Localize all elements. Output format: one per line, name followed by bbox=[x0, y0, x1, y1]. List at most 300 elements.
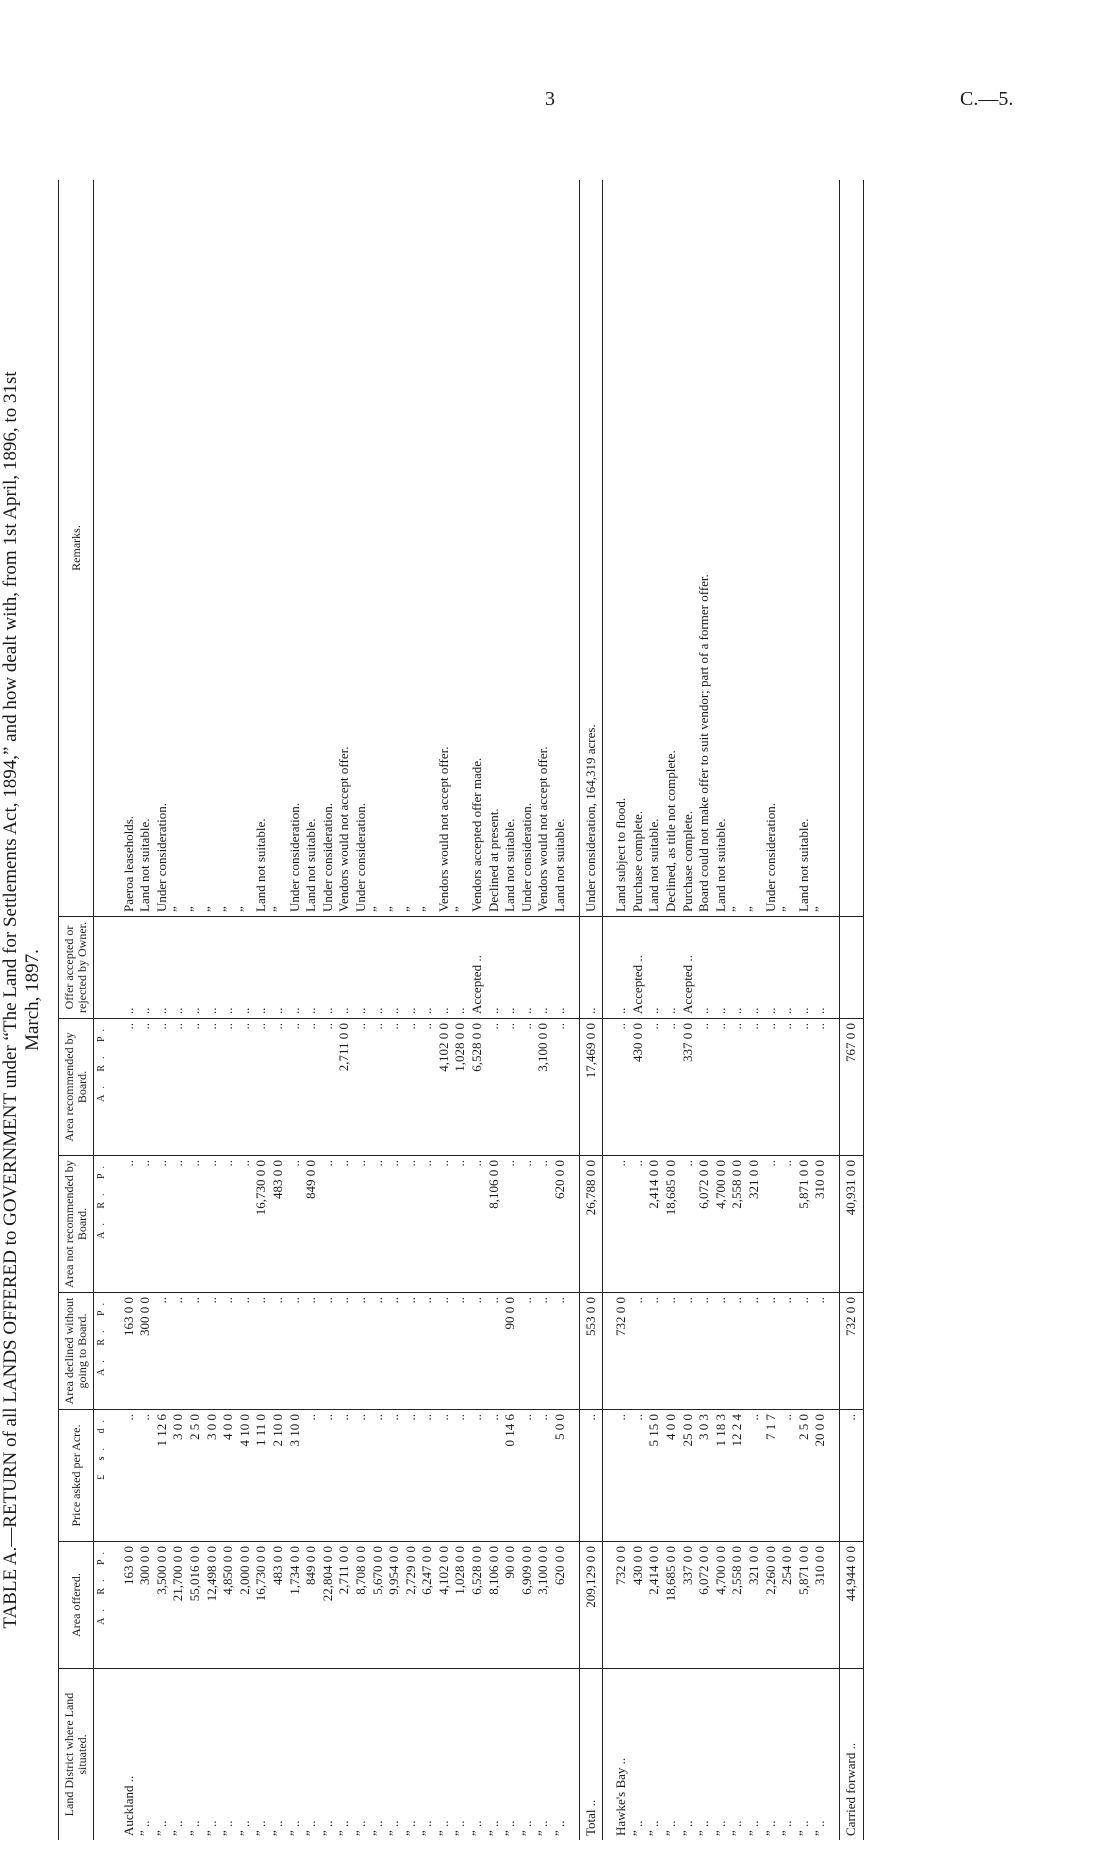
cell-offered: 18,685 0 0 bbox=[663, 1542, 680, 1669]
cell-offer: .. bbox=[419, 917, 436, 1019]
cell-offered: 8,708 0 0 bbox=[353, 1542, 370, 1669]
cell-notrec: .. bbox=[469, 1156, 486, 1293]
cell-offer: Accepted .. bbox=[630, 917, 647, 1019]
cell-offered: 430 0 0 bbox=[630, 1542, 647, 1669]
cell-price: .. bbox=[137, 1410, 154, 1542]
cell-remarks: Declined, as title not complete. bbox=[663, 180, 680, 917]
cell-notrec: 6,072 0 0 bbox=[696, 1156, 713, 1293]
cell-notrec: .. bbox=[353, 1156, 370, 1293]
cell-price: .. bbox=[630, 1410, 647, 1542]
cell-district: ” .. bbox=[485, 1820, 501, 1836]
cell-remarks: ” bbox=[812, 180, 829, 917]
cell-remarks: ” bbox=[204, 180, 221, 917]
table-row bbox=[303, 180, 320, 1840]
cell-offer: .. bbox=[137, 917, 154, 1019]
cell-offered: 1,028 0 0 bbox=[452, 1542, 469, 1669]
cell-district: ” .. bbox=[712, 1820, 728, 1836]
cell-declined: .. bbox=[729, 1293, 746, 1410]
cell-offer: .. bbox=[436, 917, 453, 1019]
cell-rec: 2,711 0 0 bbox=[336, 1019, 353, 1156]
cell-district: ” .. bbox=[729, 1820, 745, 1836]
table-row bbox=[486, 180, 503, 1840]
cell-district: ” .. bbox=[812, 1820, 828, 1836]
cell-remarks: ” bbox=[403, 180, 420, 917]
cell-district: ” .. bbox=[369, 1820, 385, 1836]
cell-offer: .. bbox=[579, 917, 603, 1019]
paper-reference: C.—5. bbox=[960, 88, 1014, 110]
cell-district: ” .. bbox=[137, 1820, 153, 1836]
cell-district: ” .. bbox=[269, 1820, 285, 1836]
cell-offer: Accepted .. bbox=[680, 917, 697, 1019]
cell-rec: .. bbox=[613, 1019, 630, 1156]
carried-forward-row bbox=[839, 180, 863, 1840]
cell-remarks: ” bbox=[370, 180, 387, 917]
cell-rec: 767 0 0 bbox=[839, 1019, 863, 1156]
cell-rec: .. bbox=[303, 1019, 320, 1156]
cell-offered: 4,850 0 0 bbox=[220, 1542, 237, 1669]
cell-offered: 2,000 0 0 bbox=[237, 1542, 254, 1669]
cell-district: Auckland .. bbox=[120, 1775, 136, 1836]
cell-price: .. bbox=[320, 1410, 337, 1542]
cell-notrec: .. bbox=[779, 1156, 796, 1293]
col-not-recommended: Area not recommended by Board. bbox=[59, 1156, 94, 1293]
cell-notrec: .. bbox=[137, 1156, 154, 1293]
cell-offered: 1,734 0 0 bbox=[287, 1542, 304, 1669]
unit-area: A. R. P. bbox=[94, 1019, 111, 1156]
cell-remarks: ” bbox=[220, 180, 237, 917]
cell-offered: 337 0 0 bbox=[680, 1542, 697, 1669]
cell-offered: 163 0 0 bbox=[121, 1542, 138, 1669]
cell-rec: .. bbox=[220, 1019, 237, 1156]
cell-offered: 300 0 0 bbox=[137, 1542, 154, 1669]
cell-price: .. bbox=[452, 1410, 469, 1542]
cell-notrec: .. bbox=[436, 1156, 453, 1293]
page-number: 3 bbox=[545, 88, 555, 110]
cell-price: 3 0 0 bbox=[204, 1410, 221, 1542]
cell-remarks: ” bbox=[419, 180, 436, 917]
cell-offered: 5,670 0 0 bbox=[370, 1542, 387, 1669]
cell-district: ” .. bbox=[452, 1820, 468, 1836]
cell-declined: 300 0 0 bbox=[137, 1293, 154, 1410]
cell-offered: 6,247 0 0 bbox=[419, 1542, 436, 1669]
cell-remarks: ” bbox=[237, 180, 254, 917]
cell-declined: .. bbox=[779, 1293, 796, 1410]
cell-rec: .. bbox=[253, 1019, 270, 1156]
cell-declined: .. bbox=[386, 1293, 403, 1410]
cell-notrec: .. bbox=[154, 1156, 171, 1293]
cell-offer: .. bbox=[270, 917, 287, 1019]
cell-offered: 21,700 0 0 bbox=[170, 1542, 187, 1669]
cell-district: ” .. bbox=[535, 1820, 551, 1836]
cell-district: ” .. bbox=[646, 1820, 662, 1836]
cell-notrec: 8,106 0 0 bbox=[486, 1156, 503, 1293]
cell-offered: 483 0 0 bbox=[270, 1542, 287, 1669]
table-title bbox=[0, 150, 44, 1850]
cell-district: ” .. bbox=[319, 1820, 335, 1836]
cell-offer: .. bbox=[204, 917, 221, 1019]
cell-rec: .. bbox=[552, 1019, 569, 1156]
table-row bbox=[137, 180, 154, 1840]
cell-district: ” .. bbox=[220, 1820, 236, 1836]
cell-declined: .. bbox=[469, 1293, 486, 1410]
cell-notrec: .. bbox=[287, 1156, 304, 1293]
cell-declined: .. bbox=[237, 1293, 254, 1410]
cell-remarks: Land not suitable. bbox=[253, 180, 270, 917]
cell-district: ” .. bbox=[469, 1820, 485, 1836]
cell-price: .. bbox=[121, 1410, 138, 1542]
cell-offer: .. bbox=[170, 917, 187, 1019]
table-row bbox=[613, 180, 630, 1840]
cell-rec: .. bbox=[746, 1019, 763, 1156]
cell-notrec: 849 0 0 bbox=[303, 1156, 320, 1293]
cell-offered: 2,414 0 0 bbox=[646, 1542, 663, 1669]
cell-rec: .. bbox=[137, 1019, 154, 1156]
cell-offered: 2,260 0 0 bbox=[763, 1542, 780, 1669]
cell-offered: 90 0 0 bbox=[502, 1542, 519, 1669]
cell-price: 25 0 0 bbox=[680, 1410, 697, 1542]
cell-offer: .. bbox=[613, 917, 630, 1019]
table-row bbox=[386, 180, 403, 1840]
cell-offer: .. bbox=[336, 917, 353, 1019]
cell-remarks: Under consideration. bbox=[320, 180, 337, 917]
col-declined: Area declined without going to Board. bbox=[59, 1293, 94, 1410]
cell-rec: .. bbox=[729, 1019, 746, 1156]
cell-district: ” .. bbox=[745, 1820, 761, 1836]
cell-notrec: 321 0 0 bbox=[746, 1156, 763, 1293]
cell-remarks: ” bbox=[170, 180, 187, 917]
cell-notrec: .. bbox=[502, 1156, 519, 1293]
cell-remarks: Vendors would not accept offer. bbox=[336, 180, 353, 917]
cell-price: .. bbox=[519, 1410, 536, 1542]
cell-rec: .. bbox=[237, 1019, 254, 1156]
cell-notrec: .. bbox=[121, 1156, 138, 1293]
cell-offer bbox=[839, 917, 863, 1019]
table-row bbox=[796, 180, 813, 1840]
table-title-line2: March, 1897. bbox=[22, 949, 43, 1051]
cell-declined: .. bbox=[287, 1293, 304, 1410]
cell-declined: .. bbox=[680, 1293, 697, 1410]
col-recommended: Area recommended by Board. bbox=[59, 1019, 94, 1156]
cell-declined: .. bbox=[486, 1293, 503, 1410]
cell-price: 4 0 0 bbox=[663, 1410, 680, 1542]
cell-district: ” .. bbox=[402, 1820, 418, 1836]
cell-offered: 2,729 0 0 bbox=[403, 1542, 420, 1669]
cell-rec: .. bbox=[763, 1019, 780, 1156]
cell-price: 12 2 4 bbox=[729, 1410, 746, 1542]
table-row bbox=[552, 180, 569, 1840]
cell-remarks: ” bbox=[779, 180, 796, 917]
cell-remarks: Under consideration. bbox=[287, 180, 304, 917]
table-row bbox=[287, 180, 304, 1840]
cell-offer: .. bbox=[253, 917, 270, 1019]
cell-notrec: .. bbox=[680, 1156, 697, 1293]
cell-district: ” .. bbox=[170, 1820, 186, 1836]
cell-price: 5 0 0 bbox=[552, 1410, 569, 1542]
cell-declined: .. bbox=[419, 1293, 436, 1410]
cell-notrec: 483 0 0 bbox=[270, 1156, 287, 1293]
cell-rec: 4,102 0 0 bbox=[436, 1019, 453, 1156]
cell-remarks: ” bbox=[452, 180, 469, 917]
cell-rec: 337 0 0 bbox=[680, 1019, 697, 1156]
cell-offer: .. bbox=[403, 917, 420, 1019]
table-row bbox=[763, 180, 780, 1840]
cell-declined: .. bbox=[535, 1293, 552, 1410]
cell-remarks: Declined at present. bbox=[486, 180, 503, 917]
col-district: Land District where Land situated. bbox=[59, 1669, 94, 1841]
cell-declined: 553 0 0 bbox=[579, 1293, 603, 1410]
table-row bbox=[729, 180, 746, 1840]
cell-declined: .. bbox=[452, 1293, 469, 1410]
cell-remarks: Under consideration. bbox=[519, 180, 536, 917]
cell-offer: .. bbox=[353, 917, 370, 1019]
cell-offered: 3,100 0 0 bbox=[535, 1542, 552, 1669]
cell-rec: 3,100 0 0 bbox=[535, 1019, 552, 1156]
cell-offered: 44,944 0 0 bbox=[839, 1542, 863, 1669]
cell-offer: .. bbox=[187, 917, 204, 1019]
cell-offered: 3,500 0 0 bbox=[154, 1542, 171, 1669]
cell-offered: 55,016 0 0 bbox=[187, 1542, 204, 1669]
table-row bbox=[630, 180, 647, 1840]
cell-price: .. bbox=[779, 1410, 796, 1542]
cell-declined: 90 0 0 bbox=[502, 1293, 519, 1410]
cell-notrec: 310 0 0 bbox=[812, 1156, 829, 1293]
table-row bbox=[403, 180, 420, 1840]
cell-price: 1 11 0 bbox=[253, 1410, 270, 1542]
cell-district: ” .. bbox=[236, 1820, 252, 1836]
table-row bbox=[419, 180, 436, 1840]
cell-remarks: ” bbox=[746, 180, 763, 917]
table-row bbox=[320, 180, 337, 1840]
table-row bbox=[469, 180, 486, 1840]
cell-district: ” .. bbox=[663, 1820, 678, 1836]
cell-district: ” .. bbox=[629, 1820, 645, 1836]
cell-offered: 620 0 0 bbox=[552, 1542, 569, 1669]
cell-notrec: .. bbox=[170, 1156, 187, 1293]
cell-offer: .. bbox=[763, 917, 780, 1019]
cell-price: 3 0 3 bbox=[696, 1410, 713, 1542]
cell-notrec: .. bbox=[763, 1156, 780, 1293]
cell-declined: .. bbox=[403, 1293, 420, 1410]
cell-offered: 16,730 0 0 bbox=[253, 1542, 270, 1669]
spacer-row bbox=[569, 180, 580, 1840]
cell-rec: .. bbox=[713, 1019, 730, 1156]
rotated-table-page bbox=[0, 150, 930, 1850]
cell-rec: .. bbox=[353, 1019, 370, 1156]
cell-district: Hawke's Bay .. bbox=[613, 1757, 629, 1836]
cell-district: ” .. bbox=[502, 1820, 518, 1836]
cell-offer: .. bbox=[552, 917, 569, 1019]
cell-price: 20 0 0 bbox=[812, 1410, 829, 1542]
cell-price: 1 12 6 bbox=[154, 1410, 171, 1542]
cell-offer: .. bbox=[796, 917, 813, 1019]
cell-remarks: Land not suitable. bbox=[646, 180, 663, 917]
cell-declined: .. bbox=[663, 1293, 680, 1410]
cell-price: 0 14 6 bbox=[502, 1410, 519, 1542]
cell-declined: .. bbox=[170, 1293, 187, 1410]
cell-offered: 209,129 0 0 bbox=[579, 1542, 603, 1669]
cell-offered: 254 0 0 bbox=[779, 1542, 796, 1669]
cell-remarks: ” bbox=[187, 180, 204, 917]
cell-declined: .. bbox=[812, 1293, 829, 1410]
cell-price: .. bbox=[386, 1410, 403, 1542]
unit-area: A. R. P. bbox=[94, 1293, 111, 1410]
cell-offer: .. bbox=[535, 917, 552, 1019]
cell-notrec: 26,788 0 0 bbox=[579, 1156, 603, 1293]
cell-notrec: .. bbox=[535, 1156, 552, 1293]
cell-notrec: 2,558 0 0 bbox=[729, 1156, 746, 1293]
cell-district: ” .. bbox=[203, 1820, 219, 1836]
cell-declined: .. bbox=[187, 1293, 204, 1410]
cell-remarks: Vendors accepted offer made. bbox=[469, 180, 486, 917]
cell-offered: 321 0 0 bbox=[746, 1542, 763, 1669]
cell-rec: .. bbox=[486, 1019, 503, 1156]
cell-declined: .. bbox=[630, 1293, 647, 1410]
cell-rec: .. bbox=[519, 1019, 536, 1156]
cell-district: ” .. bbox=[186, 1820, 202, 1836]
table-row bbox=[646, 180, 663, 1840]
cell-price: .. bbox=[370, 1410, 387, 1542]
cell-declined: .. bbox=[336, 1293, 353, 1410]
cell-notrec: .. bbox=[237, 1156, 254, 1293]
table-row bbox=[370, 180, 387, 1840]
table-row bbox=[680, 180, 697, 1840]
cell-price: .. bbox=[486, 1410, 503, 1542]
cell-offered: 6,072 0 0 bbox=[696, 1542, 713, 1669]
cell-offer: .. bbox=[121, 917, 138, 1019]
cell-rec: 17,469 0 0 bbox=[579, 1019, 603, 1156]
cell-district: ” .. bbox=[352, 1820, 368, 1836]
lands-return-table bbox=[58, 180, 864, 1840]
table-row bbox=[220, 180, 237, 1840]
table-row bbox=[336, 180, 353, 1840]
cell-declined: .. bbox=[270, 1293, 287, 1410]
cell-offer: .. bbox=[746, 917, 763, 1019]
cell-district: Carried forward .. bbox=[839, 1669, 863, 1841]
cell-rec: .. bbox=[696, 1019, 713, 1156]
cell-price: 4 0 0 bbox=[220, 1410, 237, 1542]
cell-declined: .. bbox=[696, 1293, 713, 1410]
cell-offered: 22,804 0 0 bbox=[320, 1542, 337, 1669]
cell-price: 5 15 0 bbox=[646, 1410, 663, 1542]
cell-remarks: Land not suitable. bbox=[552, 180, 569, 917]
cell-offered: 310 0 0 bbox=[812, 1542, 829, 1669]
col-price: Price asked per Acre. bbox=[59, 1410, 94, 1542]
cell-offer: .. bbox=[663, 917, 680, 1019]
cell-rec: .. bbox=[663, 1019, 680, 1156]
cell-remarks: Paeroa leaseholds. bbox=[121, 180, 138, 917]
cell-declined: .. bbox=[370, 1293, 387, 1410]
cell-price: 2 5 0 bbox=[187, 1410, 204, 1542]
table-title-line1: TABLE A.—RETURN of all LANDS OFFERED to GOVERNMENT under “The Land for Settlements Act, 1894,” and how dealt with, from 1st April, 1896, to 31st bbox=[0, 371, 21, 1629]
table-row bbox=[253, 180, 270, 1840]
cell-declined: .. bbox=[320, 1293, 337, 1410]
col-remarks: Remarks. bbox=[59, 180, 94, 917]
cell-declined: .. bbox=[220, 1293, 237, 1410]
cell-offer: .. bbox=[303, 917, 320, 1019]
cell-declined: .. bbox=[763, 1293, 780, 1410]
cell-rec: .. bbox=[187, 1019, 204, 1156]
cell-offer: .. bbox=[779, 917, 796, 1019]
cell-price: 7 1 7 bbox=[763, 1410, 780, 1542]
cell-offer: .. bbox=[237, 917, 254, 1019]
cell-notrec: .. bbox=[187, 1156, 204, 1293]
cell-remarks: Land not suitable. bbox=[303, 180, 320, 917]
cell-offer: .. bbox=[696, 917, 713, 1019]
total-row bbox=[579, 180, 603, 1840]
cell-declined: 163 0 0 bbox=[121, 1293, 138, 1410]
cell-notrec: 2,414 0 0 bbox=[646, 1156, 663, 1293]
table-row bbox=[187, 180, 204, 1840]
cell-rec: .. bbox=[287, 1019, 304, 1156]
cell-offered: 4,700 0 0 bbox=[713, 1542, 730, 1669]
cell-notrec: .. bbox=[613, 1156, 630, 1293]
cell-notrec: .. bbox=[386, 1156, 403, 1293]
cell-notrec: 18,685 0 0 bbox=[663, 1156, 680, 1293]
cell-remarks: Vendors would not accept offer. bbox=[436, 180, 453, 917]
cell-price: 2 10 0 bbox=[270, 1410, 287, 1542]
table-row bbox=[436, 180, 453, 1840]
cell-offer: .. bbox=[646, 917, 663, 1019]
unit-area: A. R. P. bbox=[94, 1156, 111, 1293]
table-row bbox=[696, 180, 713, 1840]
cell-notrec: .. bbox=[320, 1156, 337, 1293]
cell-notrec: .. bbox=[220, 1156, 237, 1293]
cell-notrec: .. bbox=[452, 1156, 469, 1293]
cell-price: .. bbox=[613, 1410, 630, 1542]
table-row bbox=[812, 180, 829, 1840]
cell-declined: 732 0 0 bbox=[613, 1293, 630, 1410]
header-row bbox=[59, 180, 94, 1840]
cell-notrec: .. bbox=[370, 1156, 387, 1293]
cell-offered: 9,954 0 0 bbox=[386, 1542, 403, 1669]
cell-offered: 4,102 0 0 bbox=[436, 1542, 453, 1669]
cell-district: ” .. bbox=[253, 1820, 269, 1836]
table-row bbox=[519, 180, 536, 1840]
cell-district: ” .. bbox=[336, 1820, 352, 1836]
cell-declined: .. bbox=[646, 1293, 663, 1410]
cell-offered: 8,106 0 0 bbox=[486, 1542, 503, 1669]
cell-notrec: .. bbox=[403, 1156, 420, 1293]
cell-offer: .. bbox=[320, 917, 337, 1019]
cell-rec: .. bbox=[270, 1019, 287, 1156]
cell-remarks: ” bbox=[386, 180, 403, 917]
cell-district: ” .. bbox=[762, 1820, 778, 1836]
table-row bbox=[779, 180, 796, 1840]
unit-price: £ s. d. bbox=[94, 1410, 111, 1542]
cell-offer: .. bbox=[220, 917, 237, 1019]
cell-remarks bbox=[839, 180, 863, 917]
cell-rec: .. bbox=[121, 1019, 138, 1156]
col-area-offered: Area offered. bbox=[59, 1542, 94, 1669]
cell-declined: .. bbox=[746, 1293, 763, 1410]
cell-offer: .. bbox=[502, 917, 519, 1019]
table-row bbox=[502, 180, 519, 1840]
cell-price: .. bbox=[839, 1410, 863, 1542]
cell-offered: 849 0 0 bbox=[303, 1542, 320, 1669]
cell-offer: .. bbox=[386, 917, 403, 1019]
cell-price: .. bbox=[419, 1410, 436, 1542]
cell-rec: .. bbox=[170, 1019, 187, 1156]
cell-rec: .. bbox=[419, 1019, 436, 1156]
table-row bbox=[170, 180, 187, 1840]
cell-rec: .. bbox=[646, 1019, 663, 1156]
cell-declined: .. bbox=[204, 1293, 221, 1410]
cell-declined: .. bbox=[796, 1293, 813, 1410]
cell-price: 4 10 0 bbox=[237, 1410, 254, 1542]
cell-remarks: Land subject to flood. bbox=[613, 180, 630, 917]
col-offer: Offer accepted or rejected by Owner. bbox=[59, 917, 94, 1019]
cell-price: .. bbox=[436, 1410, 453, 1542]
